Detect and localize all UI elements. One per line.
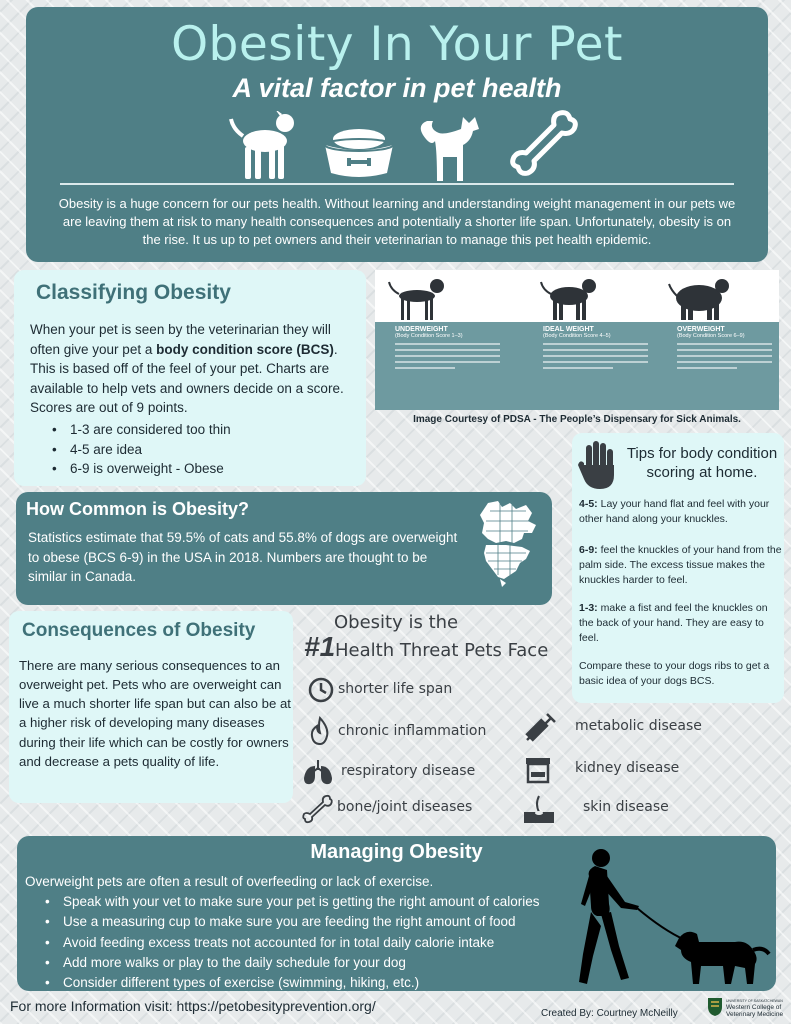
overweight-sub: (Body Condition Score 6–9) bbox=[677, 333, 745, 339]
university-crest-logo bbox=[707, 997, 723, 1017]
more-info-link[interactable]: For more Information visit: https://petobesityprevention.org/ bbox=[10, 998, 376, 1014]
how-common-heading: How Common is Obesity? bbox=[26, 499, 250, 519]
bone-icon bbox=[301, 794, 333, 824]
classifying-text-before: When your pet is seen by the veterinarian they will often give your pet a bbox=[30, 322, 331, 357]
syringe-icon bbox=[525, 710, 559, 742]
list-item: • Consider different types of exercise (swimming, hiking, etc.) bbox=[45, 973, 540, 993]
consequences-heading: Consequences of Obesity bbox=[22, 620, 256, 641]
tips-title: Tips for body condition scoring at home. bbox=[626, 445, 778, 481]
threat-item-label: bone/joint diseases bbox=[337, 799, 473, 815]
ideal-dog-icon bbox=[537, 276, 607, 322]
north-america-map-icon bbox=[476, 499, 542, 589]
list-item: • Add more walks or play to the daily schedule for your dog bbox=[45, 953, 540, 973]
managing-heading: Managing Obesity bbox=[310, 841, 483, 863]
classifying-text-after: . This is based off of the feel of your pet. Charts are available to help vets and owners decide on a score. Scores are out of 9 points. bbox=[30, 341, 344, 416]
list-item: • Speak with your vet to make sure your pet is getting the right amount of calories bbox=[45, 892, 540, 912]
bone-icon bbox=[508, 107, 580, 179]
tip-text: feel the knuckles of your hand from the palm side. The excess tissue makes the knuckles harder to feel. bbox=[579, 544, 782, 587]
classifying-text bbox=[30, 320, 360, 418]
bcs-term: body condition score (BCS) bbox=[156, 341, 334, 357]
overweight-heading: OVERWEIGHT bbox=[677, 326, 725, 333]
ideal-heading: IDEAL WEIGHT bbox=[543, 326, 594, 333]
threat-item-label: metabolic disease bbox=[575, 718, 702, 734]
threat-item-label: kidney disease bbox=[575, 760, 680, 776]
threat-line1: Obesity is the bbox=[334, 612, 459, 633]
college-name: Western College of Veterinary Medicine bbox=[726, 1004, 784, 1019]
how-common-text: Statistics estimate that 59.5% of cats and 55.8% of dogs are overweight to obese (BCS 6-9) in the USA in 2018. Numbers are thought to be similar in Canada. bbox=[28, 530, 458, 585]
header-divider bbox=[60, 183, 734, 185]
managing-intro: Overweight pets are often a result of overfeeding or lack of exercise. bbox=[25, 874, 434, 889]
list-item: • Avoid feeding excess treats not accounted for in total daily calorie intake bbox=[45, 933, 540, 953]
cat-icon bbox=[415, 111, 489, 183]
clock-icon bbox=[308, 677, 334, 703]
classifying-panel bbox=[14, 270, 366, 486]
tip-text: make a fist and feel the knuckles on the back of your hand. They are easy to feel. bbox=[579, 602, 768, 645]
lungs-icon bbox=[302, 758, 334, 786]
threat-line2: Health Threat Pets Face bbox=[335, 640, 549, 661]
tips-closing: Compare these to your dogs ribs to get a basic idea of your dogs BCS. bbox=[579, 660, 770, 688]
ideal-column bbox=[543, 326, 663, 369]
page-title: Obesity In Your Pet bbox=[171, 17, 623, 72]
tip-item bbox=[579, 543, 784, 589]
university-name-small: UNIVERSITY OF SASKATCHEWAN bbox=[726, 999, 783, 1003]
specimen-cup-icon bbox=[523, 756, 553, 786]
threat-item-label: shorter life span bbox=[338, 681, 453, 697]
consequences-text: There are many serious consequences to an overweight pet. Pets who are overweight can live a much shorter life span but can also be at a higher risk of developing many diseases during their life which can be costly for owners and decrease a pets quality of life. bbox=[19, 658, 291, 769]
thin-dog-icon bbox=[385, 276, 455, 322]
flame-icon bbox=[309, 716, 331, 746]
skin-hair-icon bbox=[523, 794, 555, 824]
threat-item-label: skin disease bbox=[583, 799, 669, 815]
threat-number: #1 bbox=[304, 631, 336, 662]
underweight-column bbox=[395, 326, 515, 369]
list-item: • 1-3 are considered too thin bbox=[52, 420, 231, 440]
threat-item-label: chronic inflammation bbox=[338, 723, 487, 739]
managing-panel bbox=[17, 836, 776, 991]
tip-item bbox=[579, 601, 784, 647]
managing-list bbox=[45, 892, 540, 993]
dog-icon bbox=[225, 111, 303, 181]
author-credit: Created By: Courtney McNeilly bbox=[541, 1008, 678, 1019]
page-subtitle: A vital factor in pet health bbox=[232, 73, 562, 103]
tip-label: 1-3: bbox=[579, 602, 598, 614]
bcs-image-caption: Image Courtesy of PDSA - The People’s Dispensary for Sick Animals. bbox=[413, 414, 741, 425]
list-item: • Use a measuring cup to make sure you are feeding the right amount of food bbox=[45, 912, 540, 932]
food-bowl-icon bbox=[321, 125, 397, 179]
bcs-score-list bbox=[52, 420, 231, 479]
list-item: • 4-5 are idea bbox=[52, 440, 231, 460]
hand-icon bbox=[578, 439, 618, 491]
tip-text: Lay your hand flat and feel with your other hand along your knuckles. bbox=[579, 498, 770, 526]
ideal-sub: (Body Condition Score 4–5) bbox=[543, 333, 611, 339]
header-panel bbox=[26, 7, 768, 262]
tip-label: 4-5: bbox=[579, 498, 598, 510]
tip-item bbox=[579, 497, 784, 527]
classifying-heading: Classifying Obesity bbox=[36, 281, 231, 304]
dog-walker-icon bbox=[577, 846, 772, 992]
tips-panel bbox=[572, 433, 784, 703]
overweight-column bbox=[677, 326, 779, 369]
intro-text: Obesity is a huge concern for our pets health. Without learning and understanding weight management in our pets we are leaving them at risk to many health consequences and potentially a shorter life span. Unfortunately, obesity is on the rise. It us up to pet owners and their veterinarian to manage this pet health epidemic. bbox=[58, 196, 736, 248]
underweight-sub: (Body Condition Score 1–3) bbox=[395, 333, 463, 339]
tip-label: 6-9: bbox=[579, 544, 598, 556]
consequences-panel bbox=[9, 611, 293, 803]
underweight-heading: UNDERWEIGHT bbox=[395, 326, 448, 333]
bcs-chart-image bbox=[375, 270, 779, 410]
overweight-dog-icon bbox=[665, 276, 740, 322]
threat-item-label: respiratory disease bbox=[341, 763, 476, 779]
list-item: • 6-9 is overweight - Obese bbox=[52, 459, 231, 479]
how-common-panel bbox=[16, 492, 552, 605]
